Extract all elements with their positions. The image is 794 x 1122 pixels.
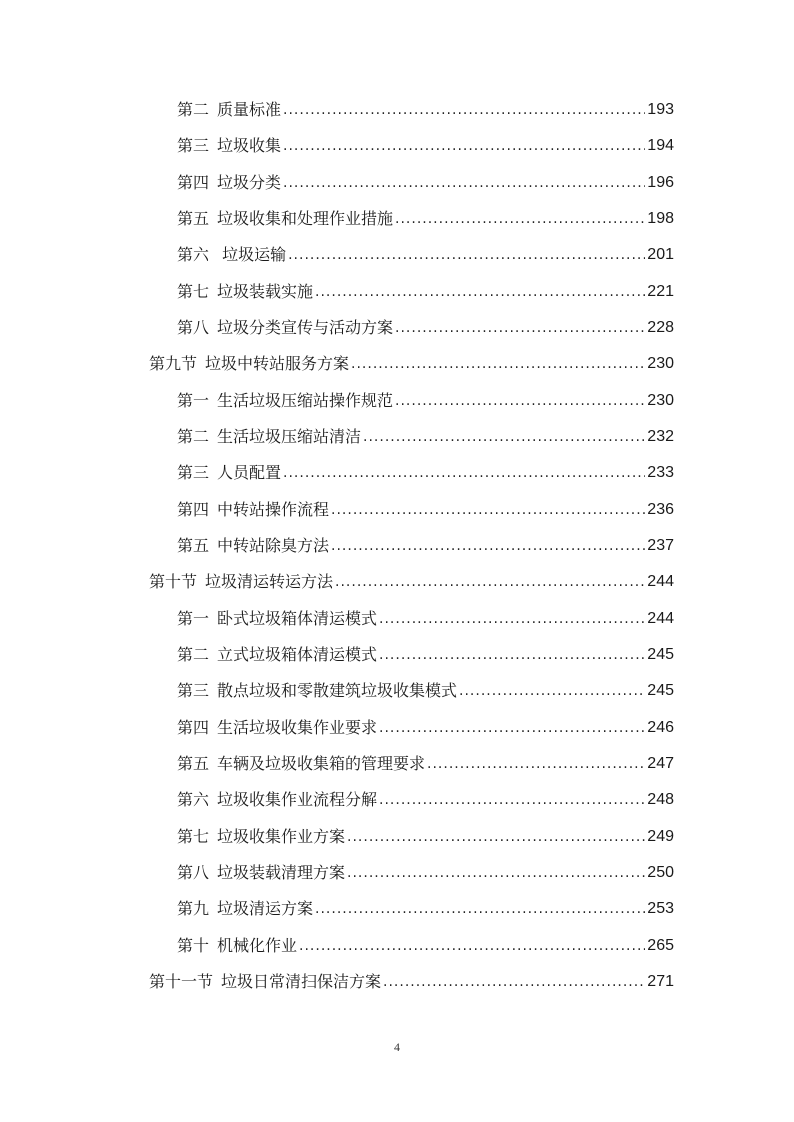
toc-subsection-entry[interactable] bbox=[177, 932, 674, 956]
toc-entry-number: 第二 bbox=[177, 100, 210, 119]
toc-entry-title: 人员配置 bbox=[217, 463, 282, 483]
toc-entry-page: 271 bbox=[647, 972, 674, 990]
toc-entry-title: 生活垃圾收集作业要求 bbox=[217, 717, 378, 737]
toc-entry-page: 193 bbox=[647, 101, 674, 118]
toc-entry-title: 垃圾日常清扫保洁方案 bbox=[221, 971, 382, 991]
toc-entry-title: 垃圾分类宣传与活动方案 bbox=[217, 317, 394, 337]
toc-entry-title: 立式垃圾箱体清运模式 bbox=[217, 644, 378, 664]
dot-leader bbox=[379, 609, 645, 629]
toc-subsection-entry[interactable] bbox=[177, 895, 674, 919]
toc-entry-page: 233 bbox=[647, 464, 674, 482]
toc-entry-title: 垃圾收集作业流程分解 bbox=[217, 790, 378, 810]
dot-leader bbox=[395, 391, 645, 411]
toc-entry-title: 垃圾收集 bbox=[217, 136, 282, 156]
toc-subsection-entry[interactable] bbox=[177, 96, 674, 120]
toc-entry-page: 232 bbox=[647, 427, 674, 445]
toc-entry-number: 第五 bbox=[177, 753, 210, 773]
toc-entry-title: 垃圾收集和处理作业措施 bbox=[217, 208, 394, 228]
toc-entry-title: 中转站操作流程 bbox=[217, 499, 330, 519]
dot-leader bbox=[288, 245, 645, 265]
toc-subsection-entry[interactable] bbox=[177, 169, 674, 193]
toc-entry-page: 244 bbox=[647, 609, 674, 627]
dot-leader bbox=[363, 427, 645, 447]
dot-leader bbox=[347, 827, 645, 847]
toc-entry-number: 第二 bbox=[177, 644, 210, 664]
toc-entry-title: 车辆及垃圾收集箱的管理要求 bbox=[217, 753, 426, 773]
toc-subsection-entry[interactable] bbox=[177, 786, 674, 810]
toc-subsection-entry[interactable] bbox=[177, 387, 674, 411]
toc-entry-title: 质量标准 bbox=[217, 100, 282, 119]
toc-subsection-entry[interactable] bbox=[177, 205, 674, 229]
toc-entry-number: 第四 bbox=[177, 717, 210, 737]
dot-leader bbox=[383, 972, 645, 992]
toc-entry-title: 垃圾分类 bbox=[217, 172, 282, 192]
toc-entry-page: 244 bbox=[647, 573, 674, 591]
toc-section-entry[interactable] bbox=[149, 968, 674, 992]
toc-subsection-entry[interactable] bbox=[177, 714, 674, 738]
toc-entry-page: 237 bbox=[647, 536, 674, 554]
toc-entry-number: 第二 bbox=[177, 426, 210, 446]
dot-leader bbox=[315, 282, 645, 302]
toc-entry-page: 228 bbox=[647, 318, 674, 336]
toc-entry-page: 194 bbox=[647, 137, 674, 155]
dot-leader bbox=[379, 718, 645, 738]
toc-entry-page: 248 bbox=[647, 791, 674, 809]
toc-subsection-entry[interactable] bbox=[177, 132, 674, 156]
toc-entry-number: 第七 bbox=[177, 826, 210, 846]
toc-subsection-entry[interactable] bbox=[177, 677, 674, 701]
toc-entry-number: 第八 bbox=[177, 317, 210, 337]
toc-entry-number: 第十 bbox=[177, 935, 210, 955]
toc-entry-page: 253 bbox=[647, 900, 674, 918]
toc-subsection-entry[interactable] bbox=[177, 423, 674, 447]
toc-entry-page: 245 bbox=[647, 645, 674, 663]
toc-entry-page: 250 bbox=[647, 863, 674, 881]
toc-entry-number: 第三 bbox=[177, 463, 210, 483]
toc-subsection-entry[interactable] bbox=[177, 605, 674, 629]
toc-entry-page: 230 bbox=[647, 391, 674, 409]
toc-entry-number: 第八 bbox=[177, 862, 210, 882]
toc-entry-number: 第十一节 bbox=[149, 971, 214, 991]
toc-subsection-entry[interactable] bbox=[177, 823, 674, 847]
toc-entry-page: 201 bbox=[647, 246, 674, 264]
toc-subsection-entry[interactable] bbox=[177, 496, 674, 520]
toc-entry-title: 垃圾清运方案 bbox=[217, 899, 314, 919]
toc-subsection-entry[interactable] bbox=[177, 314, 674, 338]
toc-entry-number: 第三 bbox=[177, 681, 210, 701]
toc-entry-number: 第一 bbox=[177, 390, 210, 410]
dot-leader bbox=[459, 681, 645, 701]
toc-entry-number: 第四 bbox=[177, 499, 210, 519]
toc-entry-number: 第九节 bbox=[149, 354, 198, 374]
dot-leader bbox=[331, 500, 645, 520]
toc-entry-title: 垃圾运输 bbox=[217, 245, 287, 265]
toc-entry-page: 249 bbox=[647, 827, 674, 845]
toc-entry-title: 生活垃圾压缩站操作规范 bbox=[217, 390, 394, 410]
toc-entry-title: 垃圾装载实施 bbox=[217, 281, 314, 301]
dot-leader bbox=[283, 463, 645, 483]
toc-entry-number: 第六 bbox=[177, 790, 210, 810]
toc-entry-page: 198 bbox=[647, 209, 674, 227]
toc-entry-title: 散点垃圾和零散建筑垃圾收集模式 bbox=[217, 681, 458, 701]
toc-entry-page: 196 bbox=[647, 173, 674, 191]
toc-entry-number: 第三 bbox=[177, 136, 210, 156]
dot-leader bbox=[351, 354, 645, 374]
toc-entry-number: 第五 bbox=[177, 208, 210, 228]
toc-entry-number: 第九 bbox=[177, 899, 210, 919]
toc-entry-title: 中转站除臭方法 bbox=[217, 535, 330, 555]
dot-leader bbox=[335, 572, 645, 592]
toc-entry-page: 265 bbox=[647, 936, 674, 954]
toc-entry-page: 247 bbox=[647, 754, 674, 772]
toc-entry-number: 第十节 bbox=[149, 572, 198, 592]
toc-entry-title: 垃圾收集作业方案 bbox=[217, 826, 346, 846]
toc-entry-number: 第一 bbox=[177, 608, 210, 628]
toc-entry-title: 垃圾中转站服务方案 bbox=[205, 354, 350, 374]
toc-entry-title: 卧式垃圾箱体清运模式 bbox=[217, 608, 378, 628]
toc-entry-page: 236 bbox=[647, 500, 674, 518]
toc-entry-number: 第六 bbox=[177, 245, 210, 265]
toc-entry-page: 230 bbox=[647, 355, 674, 373]
dot-leader bbox=[283, 136, 645, 156]
toc-entry-number: 第四 bbox=[177, 172, 210, 192]
toc-entry-number: 第七 bbox=[177, 281, 210, 301]
toc-entry-title: 垃圾装载清理方案 bbox=[217, 862, 346, 882]
toc-entry-page: 245 bbox=[647, 682, 674, 700]
dot-leader bbox=[331, 536, 645, 556]
toc-entry-title: 垃圾清运转运方法 bbox=[205, 572, 334, 592]
dot-leader bbox=[427, 754, 645, 774]
toc-subsection-entry[interactable] bbox=[177, 532, 674, 556]
toc-subsection-entry[interactable] bbox=[177, 750, 674, 774]
toc-entry-title: 生活垃圾压缩站清洁 bbox=[217, 426, 362, 446]
dot-leader bbox=[283, 173, 645, 193]
dot-leader bbox=[347, 863, 645, 883]
dot-leader bbox=[379, 790, 645, 810]
toc-subsection-entry[interactable] bbox=[177, 641, 674, 665]
toc-section-entry[interactable] bbox=[149, 568, 674, 592]
toc-subsection-entry[interactable] bbox=[177, 859, 674, 883]
toc-entry-title: 机械化作业 bbox=[217, 935, 298, 955]
toc-subsection-entry[interactable] bbox=[177, 459, 674, 483]
dot-leader bbox=[395, 209, 645, 229]
toc-entry-page: 221 bbox=[647, 282, 674, 300]
toc-section-entry[interactable] bbox=[149, 350, 674, 374]
toc-entry-number: 第五 bbox=[177, 535, 210, 555]
toc-entry-page: 246 bbox=[647, 718, 674, 736]
dot-leader bbox=[299, 936, 645, 956]
toc-subsection-entry[interactable] bbox=[177, 241, 674, 265]
dot-leader bbox=[379, 645, 645, 665]
dot-leader bbox=[283, 100, 645, 120]
page-number: 4 bbox=[394, 1040, 400, 1054]
dot-leader bbox=[315, 899, 645, 919]
dot-leader bbox=[395, 318, 645, 338]
toc-subsection-entry[interactable] bbox=[177, 278, 674, 302]
